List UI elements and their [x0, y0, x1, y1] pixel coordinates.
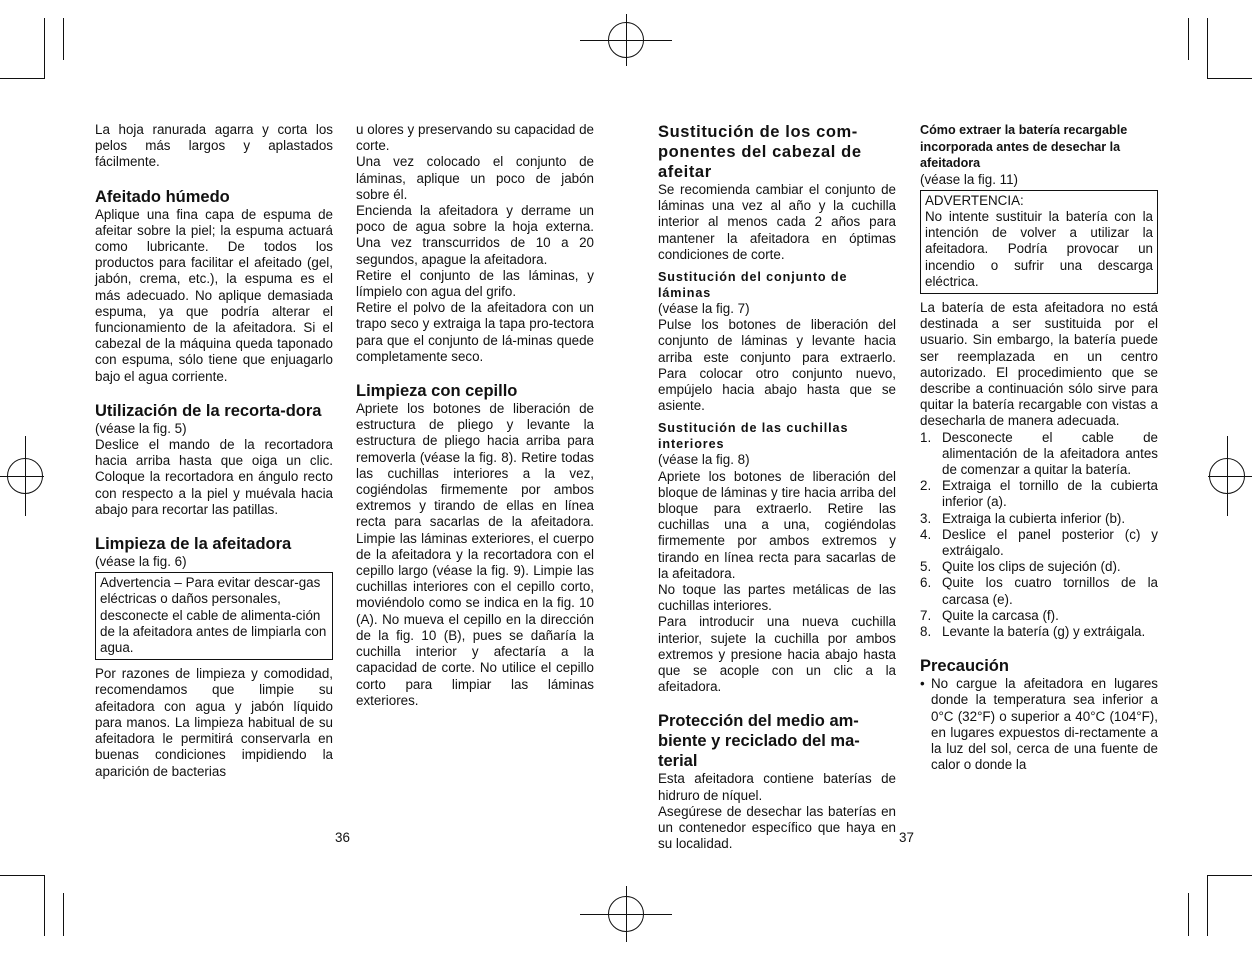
column-4: [920, 122, 1158, 773]
blade-replace-note: No toque las partes metálicas de las cuchillas interiores.: [658, 582, 896, 614]
crop-mark: [44, 18, 45, 78]
battery-removal-ref: (véase la fig. 11): [920, 171, 1018, 187]
column-2: [356, 122, 594, 709]
list-item: 6. Quite los cuatro tornillos de la carcasa (e).: [920, 575, 1158, 607]
warning-text: Advertencia – Para evitar descar-gas eléctricas o daños personales, desconecte el cable de alimenta-ción de la afeitadora antes de limpiarla con agua.: [100, 575, 327, 656]
caution-list: [920, 676, 1158, 773]
registration-mark: [0, 476, 44, 477]
blade-replace-text: Apriete los botones de liberación del bloque de láminas y tire hacia arriba del bloque para extraerlo. Retire las cuchillas una a una, cogiéndolas firmemente por ambos extremos y tirando en línea recta para sacarlas de la afeitadora.: [658, 468, 896, 581]
crop-mark: [0, 78, 45, 79]
cleaning-step-soap: Una vez colocado el conjunto de láminas, aplique un poco de jabón sobre él.: [356, 154, 594, 202]
crop-mark: [63, 18, 64, 60]
brush-cleaning-text: Apriete los botones de liberación de estructura de pliego y levante la estructura de pliego hacia arriba para removerla (véase la fig. 8). Retire todas las cuchillas interiores a la vez, cogiéndolas firmemente por ambos extremos y tirando de ellas en línea recta para sacarlas de la afeitadora. Limpie las láminas exteriores, el cuerpo de la afeitadora y la recortadora con el cepillo largo (véase la fig. 9). Limpie las cuchillas interiores con el cepillo corto, moviéndolo como se indica en la fig. 10 (A). No mueva el cepillo en la dirección de la fig. 10 (B), pues se dañaría la cuchilla interior y afectaría a la capacidad de corte. No utilice el cepillo corto para limpiar las láminas exteriores.: [356, 401, 594, 708]
registration-mark: [1227, 436, 1228, 516]
warning-box: [95, 572, 333, 660]
crop-mark: [1188, 18, 1189, 60]
list-item: 3. Extraiga la cubierta inferior (b).: [920, 510, 1126, 526]
page-number-left: 36: [335, 830, 350, 845]
list-item: 4. Deslice el panel posterior (c) y extráigalo.: [920, 526, 1158, 558]
registration-mark: [1208, 476, 1252, 477]
blade-replace-heading: Sustitución de las cuchillas interiores: [658, 421, 849, 452]
registration-mark: [626, 886, 627, 942]
environment-text: Esta afeitadora contiene baterías de hidruro de níquel.: [658, 771, 896, 803]
caution-heading: Precaución: [920, 657, 1009, 676]
wet-shaving-text: Aplique una fina capa de espuma de afeitar sobre la piel; la espuma actuará como lubricante. De todos los productos para facilitar el afeitado (gel, jabón, crema, etc.), la espuma es el más adecuado. No aplique demasiada espuma, ya que podría alterar el funcionamiento de la afeitadora. Si el cabezal de la máquina queda taponado con espuma, sólo tiene que enjuagarlo bajo el agua corriente.: [95, 206, 333, 384]
brush-cleaning-heading: Limpieza con cepillo: [356, 382, 518, 401]
replace-parts-heading: Sustitución de los com-ponentes del cabezal de afeitar: [658, 123, 862, 181]
crop-mark: [1207, 875, 1252, 876]
registration-mark: [626, 14, 627, 66]
crop-mark: [1207, 78, 1252, 79]
list-item: 7. Quite la carcasa (f).: [920, 607, 1059, 623]
environment-heading: Protección del medio am-biente y reciclado del ma-terial: [658, 712, 860, 771]
crop-mark: [44, 876, 45, 936]
replace-parts-text: Se recomienda cambiar el conjunto de láminas una vez al año y la cuchilla interior al menos cada 2 años para mantener la afeitadora en óptimas condiciones de corte.: [658, 182, 896, 262]
list-item: 2. Extraiga el tornillo de la cubierta inferior (a).: [920, 478, 1158, 510]
cleaning-step-dry: Retire el polvo de la afeitadora con un trapo seco y extraiga la tapa pro-tectora para que el conjunto de lá-minas quede completamente seco.: [356, 300, 594, 364]
removal-steps: [920, 430, 1158, 641]
list-item: 8. Levante la batería (g) y extráigala.: [920, 623, 1146, 639]
list-item: • No cargue la afeitadora en lugares donde la temperatura sea inferior a 0°C (32°F) o superior a 40°C (104°F), en lugares expuestos di-rectamente a la luz del sol, cerca de una fuente de calor o donde la: [920, 676, 1158, 773]
list-item: 5. Quite los clips de sujeción (d).: [920, 559, 1121, 575]
cleaning-heading: Limpieza de la afeitadora: [95, 535, 292, 554]
list-item: 1. Desconecte el cable de alimentación de la afeitadora antes de comenzar a quitar la batería.: [920, 429, 1158, 477]
trimmer-heading: Utilización de la recorta-dora: [95, 401, 322, 420]
advertencia-title: ADVERTENCIA:: [925, 192, 1024, 208]
wet-shaving-heading: Afeitado húmedo: [95, 187, 230, 206]
advertencia-text: No intente sustituir la batería con la intención de volver a utilizar la afeitadora. Podría provocar un incendio o sufrir una descarga eléctrica.: [925, 208, 1153, 289]
crop-mark: [1188, 893, 1189, 936]
cleaning-ref: (véase la fig. 6): [95, 554, 187, 570]
foil-replace-text: Pulse los botones de liberación del conjunto de láminas y levante hacia arriba este conjunto para extraerlo. Para colocar otro conjunto nuevo, empújelo hacia abajo hasta que se asiente.: [658, 317, 896, 414]
trimmer-text: Deslice el mando de la recortadora hacia arriba hasta que oiga un clic. Coloque la recortadora en ángulo recto con respecto a la piel y muévala hacia abajo para recortar las patillas.: [95, 437, 333, 517]
cleaning-text: Por razones de limpieza y comodidad, recomendamos que limpie su afeitadora con agua y jabón líquido para manos. La limpieza habitual de su afeitadora le permitirá conservarla en buenas condiciones impidiendo la aparición de bacterias: [95, 666, 333, 779]
trimmer-ref: (véase la fig. 5): [95, 420, 187, 436]
blade-replace-install: Para introducir una nueva cuchilla interior, sujete la cuchilla por ambos extremos y presione hacia abajo hasta que se acople con un clic a la afeitadora.: [658, 614, 896, 695]
crop-mark: [0, 875, 45, 876]
blade-replace-ref: (véase la fig. 8): [658, 452, 750, 468]
cleaning-step-water: Encienda la afeitadora y derrame un poco de agua sobre la hoja externa. Una vez transcurridos de 10 a 20 segundos, apague la afeitadora.: [356, 203, 594, 267]
column-1: [95, 122, 333, 780]
foil-replace-heading: Sustitución del conjunto de láminas: [658, 270, 848, 301]
crop-mark: [1207, 876, 1208, 936]
cleaning-text-cont: u olores y preservando su capacidad de corte.: [356, 122, 594, 154]
environment-disposal-text: Asegúrese de desechar las baterías en un contenedor específico que haya en su localidad.: [658, 803, 896, 852]
foil-replace-ref: (véase la fig. 7): [658, 301, 750, 317]
cleaning-step-rinse: Retire el conjunto de las láminas, y límpielo con agua del grifo.: [356, 267, 594, 300]
page-number-right: 37: [899, 830, 914, 845]
battery-removal-heading: Cómo extraer la batería recargable incorporada antes de desechar la afeitadora: [920, 123, 1128, 170]
registration-mark: [25, 436, 26, 516]
battery-text: La batería de esta afeitadora no está destinada a ser sustituida por el usuario. Sin embargo, la batería puede ser reemplazada en un centro autorizado. El procedimiento que se describe a continuación sólo sirve para quitar la batería recargable con vistas a desecharla de manera adecuada.: [920, 299, 1158, 429]
intro-text: La hoja ranurada agarra y corta los pelos más largos y aplastados fácilmente.: [95, 122, 333, 170]
crop-mark: [1207, 18, 1208, 78]
advertencia-box: [920, 190, 1158, 294]
crop-mark: [63, 893, 64, 936]
column-3: [658, 122, 896, 853]
